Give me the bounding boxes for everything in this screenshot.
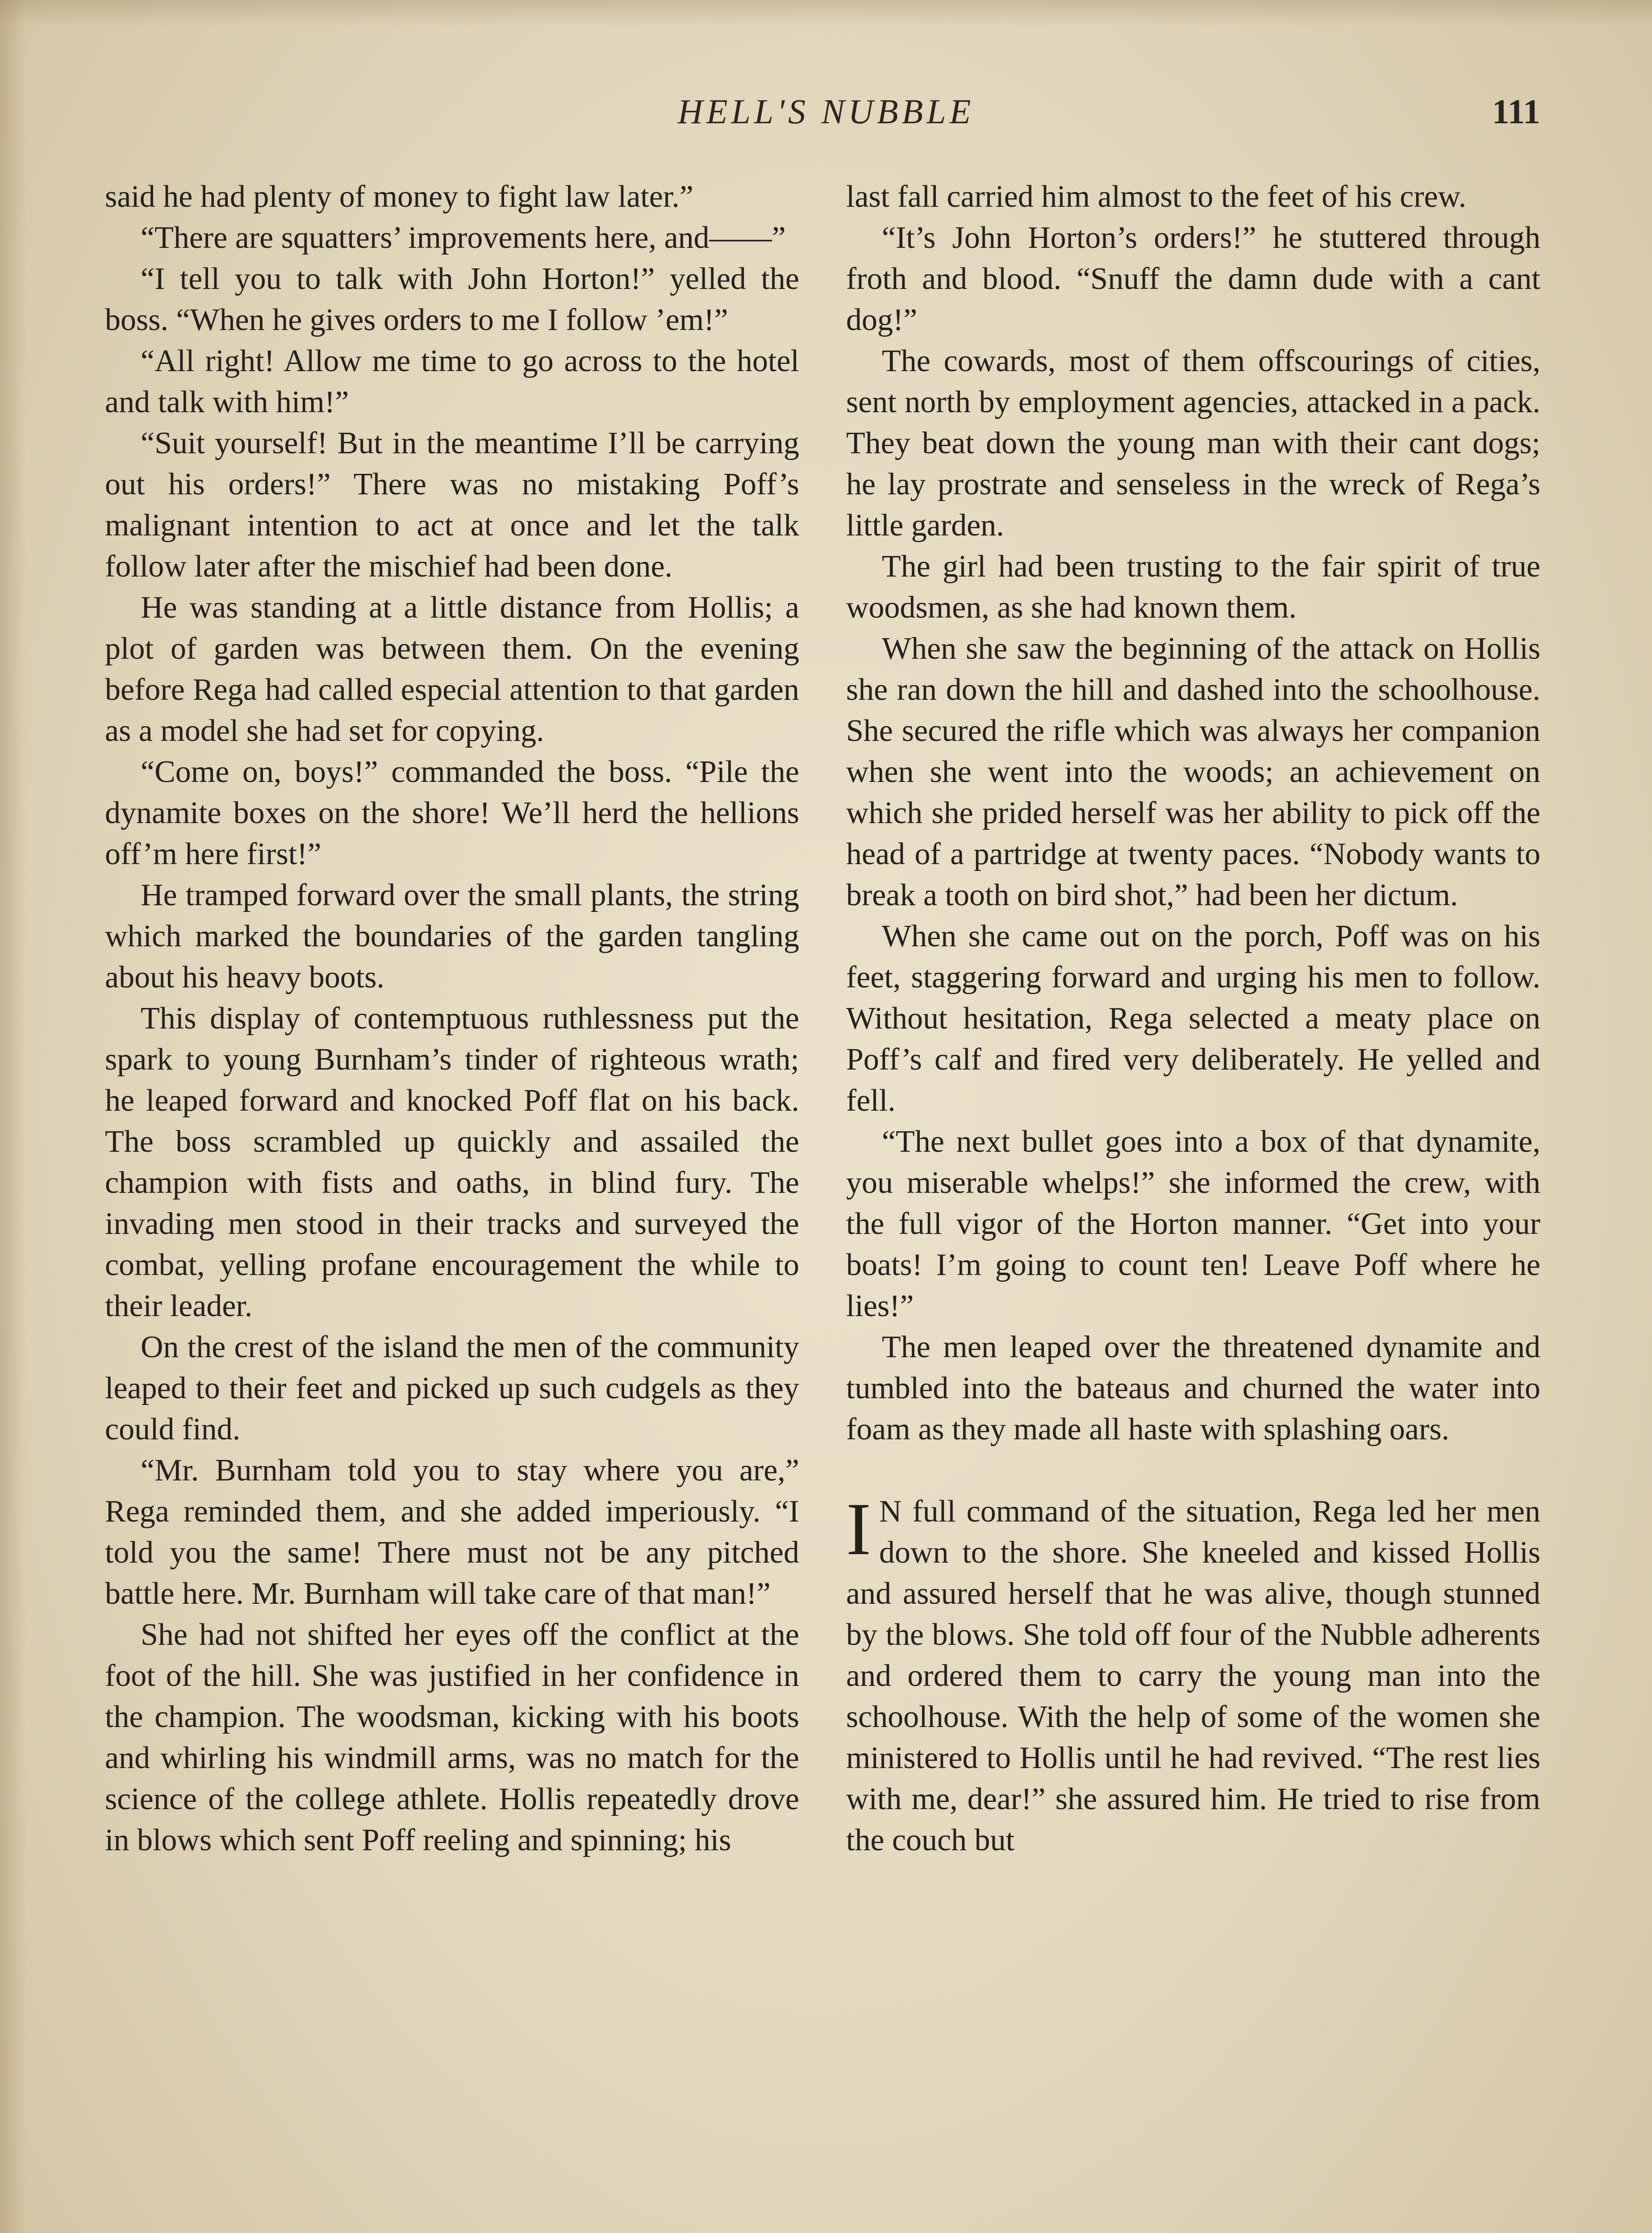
paragraph: This display of contemptuous ruthlessness put the spark to young Burnham’s tinder of righteous wrath; he leaped forward and knocked Poff flat on his back. The boss scrambled up quickly and assailed the champion with fists and oaths, in blind fury. The invading men stood in their tracks and surveyed the combat, yelling profane encouragement the while to their leader. <box>105 1001 799 1323</box>
left-column <box>105 176 799 1861</box>
paragraph: “Come on, boys!” commanded the boss. “Pile the dynamite boxes on the shore! We’ll herd the hellions off’m here first!” <box>105 755 799 871</box>
paragraph: “The next bullet goes into a box of that dynamite, you miserable whelps!” she informed the crew, with the full vigor of the Horton manner. “Get into your boats! I’m going to count ten! Leave Poff where he lies!” <box>846 1125 1540 1323</box>
paragraph: “There are squatters’ improvements here, and——” <box>141 221 786 255</box>
paragraph: “Suit yourself! But in the meantime I’ll be carrying out his orders!” There was no mistaking Poff’s malignant intention to act at once and let the talk follow later after the mischief had been done. <box>105 426 799 584</box>
paragraph: The girl had been trusting to the fair spirit of true woodsmen, as she had known them. <box>846 549 1540 625</box>
page-number: 111 <box>1492 92 1540 131</box>
paragraph: On the crest of the island the men of the community leaped to their feet and picked up such cudgels as they could find. <box>105 1330 799 1447</box>
paragraph: “I tell you to talk with John Horton!” yelled the boss. “When he gives orders to me I follow ’em!” <box>105 262 799 337</box>
paragraph: said he had plenty of money to fight law later.” <box>105 180 693 214</box>
running-title: HELL'S NUBBLE <box>677 92 975 131</box>
paragraph: The cowards, most of them offscourings of cities, sent north by employment agencies, attacked in a pack. They beat down the young man with their cant dogs; he lay prostrate and senseless in the wreck of Rega’s little garden. <box>846 344 1540 543</box>
paragraph: When she came out on the porch, Poff was on his feet, staggering forward and urging his men to follow. Without hesitation, Rega selected a meaty place on Poff’s calf and fired very deliberately. He yelled and fell. <box>846 919 1540 1118</box>
paragraph: last fall carried him almost to the feet of his crew. <box>846 180 1467 214</box>
paragraph: He was standing at a little distance from Hollis; a plot of garden was between them. On the evening before Rega had called especial attention to that garden as a model she had set for copying. <box>105 590 799 748</box>
paragraph: “All right! Allow me time to go across to the hotel and talk with him!” <box>105 344 799 419</box>
drop-cap: I <box>846 1488 871 1571</box>
paragraph: When she saw the beginning of the attack on Hollis she ran down the hill and dashed into the schoolhouse. She secured the rifle which was always her companion when she went into the woods; an achievement on which she prided herself was her ability to pick off the head of a partridge at twenty paces. “Nobody wants to break a tooth on bird shot,” had been her dictum. <box>846 631 1540 912</box>
section-break <box>846 1450 1540 1491</box>
page-shadow-left <box>0 0 27 2233</box>
paragraph: “It’s John Horton’s orders!” he stuttered through froth and blood. “Snuff the damn dude with a cant dog!” <box>846 221 1540 337</box>
paragraph: She had not shifted her eyes off the conflict at the foot of the hill. She was justified in her confidence in the champion. The woodsman, kicking with his boots and whirling his windmill arms, was no match for the science of the college athlete. Hollis repeatedly drove in blows which sent Poff reeling and spinning; his <box>105 1618 799 1857</box>
paragraph: “Mr. Burnham told you to stay where you are,” Rega reminded them, and she added imperiously. “I told you the same! There must not be any pitched battle here. Mr. Burnham will take care of that man!” <box>105 1453 799 1611</box>
section-opening-text: N full command of the situation, Rega led her men down to the shore. She kneeled and kissed Hollis and assured herself that he was alive, though stunned by the blows. She told off four of the Nubble adherents and ordered them to carry the young man into the schoolhouse. With the help of some of the women she ministered to Hollis until he had revived. “The rest lies with me, dear!” she assured him. He tried to rise from the couch but <box>846 1494 1540 1857</box>
right-column <box>846 176 1540 1861</box>
section-opening-paragraph <box>846 1488 1540 1861</box>
paragraph: He tramped forward over the small plants, the string which marked the boundaries of the garden tangling about his heavy boots. <box>105 878 799 995</box>
page-shadow-top <box>0 0 1652 27</box>
paragraph: The men leaped over the threatened dynamite and tumbled into the bateaus and churned the water into foam as they made all haste with splashing oars. <box>846 1330 1540 1447</box>
